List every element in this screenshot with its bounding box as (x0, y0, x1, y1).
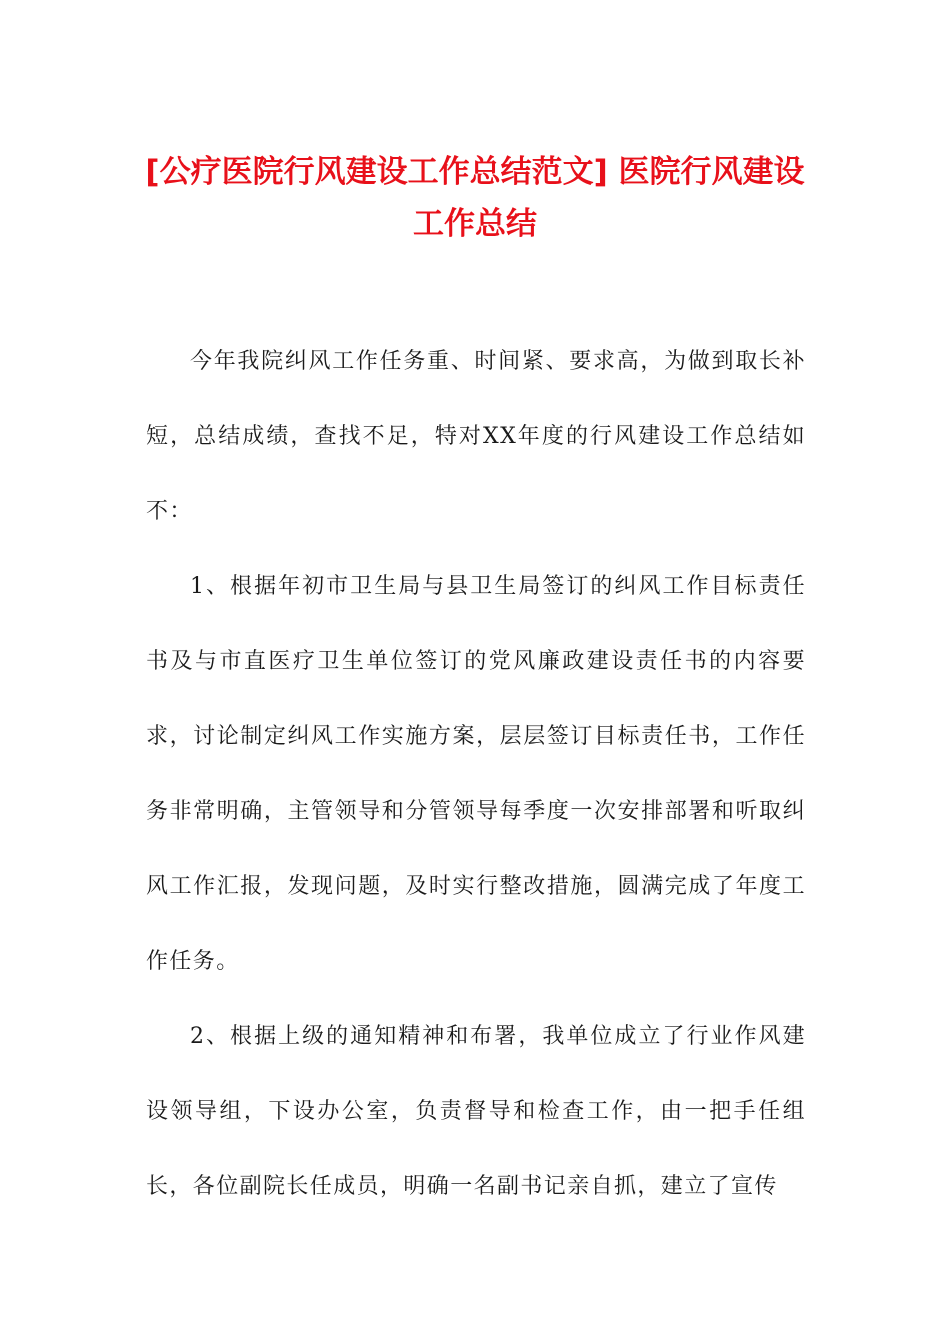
paragraph-intro: 今年我院纠风工作任务重、时间紧、要求高，为做到取长补短，总结成绩，查找不足，特对XX年度的行风建设工作总结如不： (146, 349, 806, 524)
document-title: [公疗医院行风建设工作总结范文] 医院行风建设工作总结 (145, 154, 805, 242)
document-body (146, 324, 806, 1224)
paragraph-item-2: 2、根据上级的通知精神和布署，我单位成立了行业作风建设领导组，下设办公室，负责督导和检查工作，由一把手任组长，各位副院长任成员，明确一名副书记亲自抓，建立了宣传 (146, 1024, 806, 1199)
paragraph-item-1: 1、根据年初市卫生局与县卫生局签订的纠风工作目标责任书及与市直医疗卫生单位签订的党风廉政建设责任书的内容要求，讨论制定纠风工作实施方案，层层签订目标责任书，工作任务非常明确，主管领导和分管领导每季度一次安排部署和听取纠风工作汇报，发现问题，及时实行整改措施，圆满完成了年度工作任务。 (146, 574, 806, 974)
